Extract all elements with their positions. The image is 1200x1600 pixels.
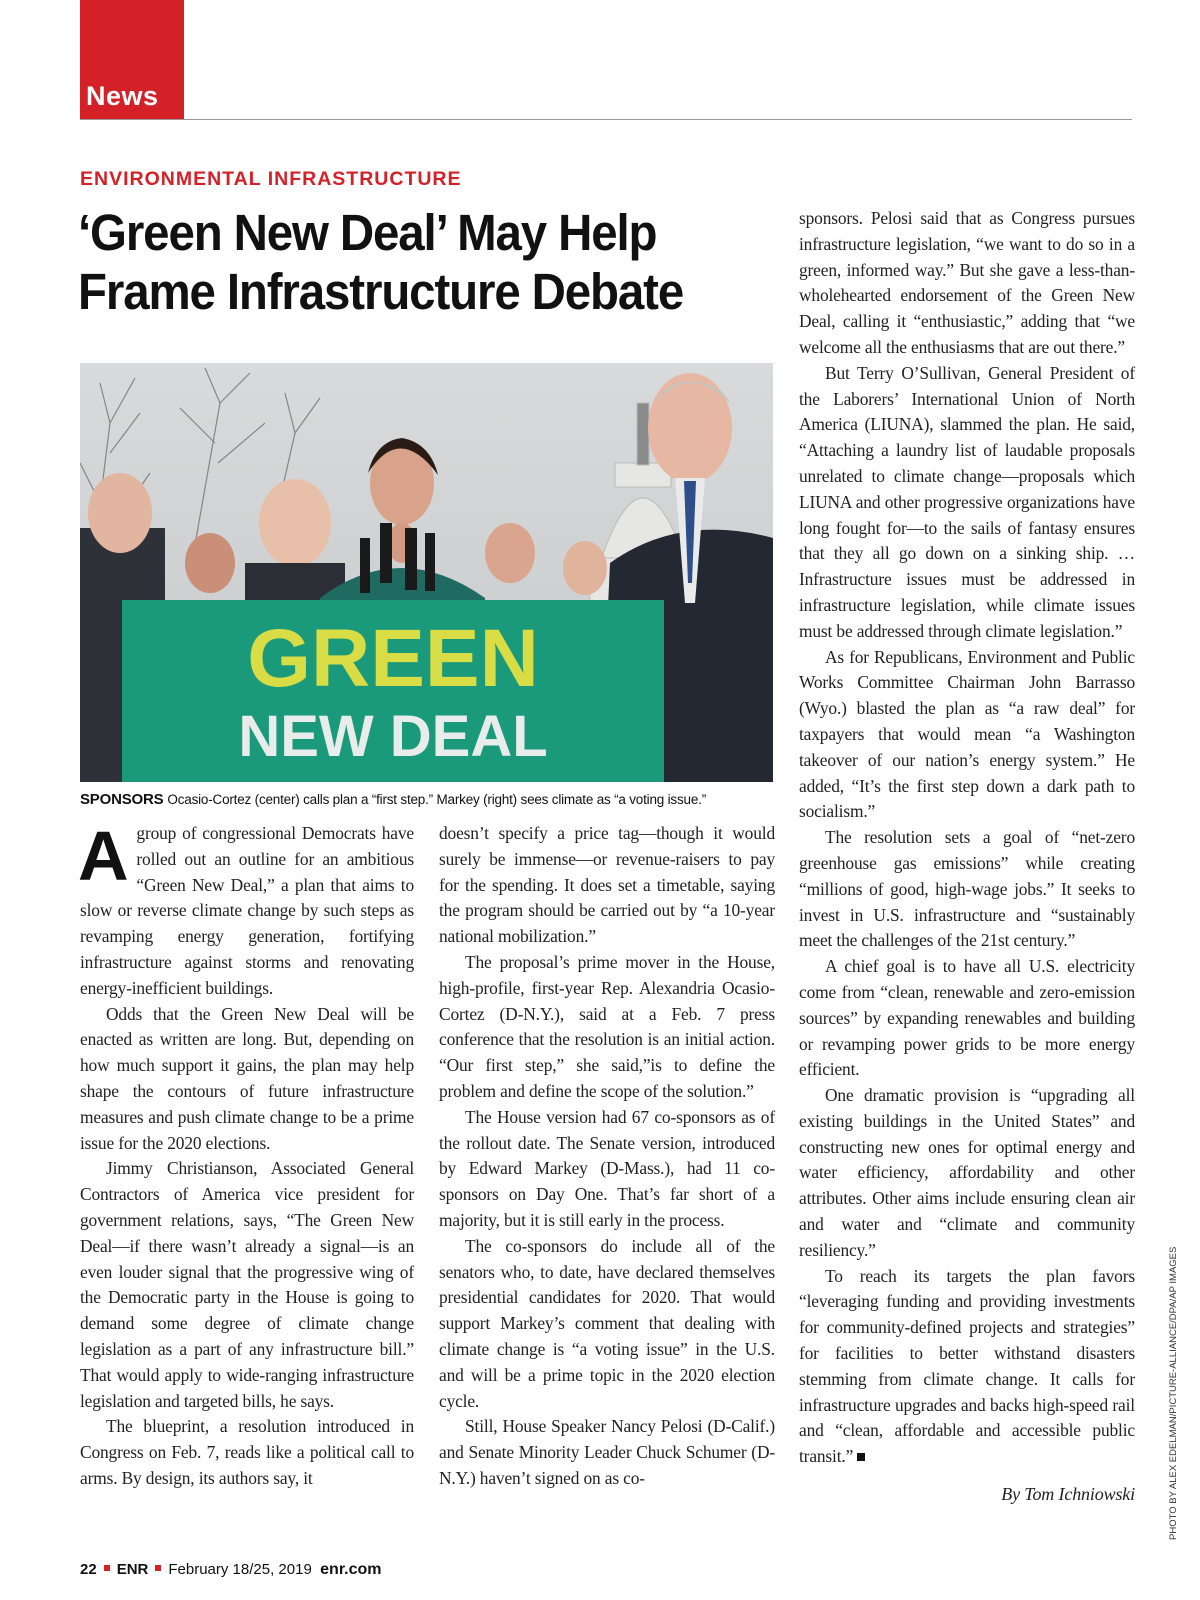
page-footer bbox=[80, 1561, 382, 1579]
article-paragraph: The blueprint, a resolution introduced in Congress on Feb. 7, reads like a political call to arms. By design, its authors say, it bbox=[80, 1416, 414, 1488]
website-link[interactable]: enr.com bbox=[320, 1561, 382, 1578]
article-paragraph: A chief goal is to have all U.S. electricity come from “clean, renewable and zero-emission sources” by expanding renewables and building or revamping power grids to be more energy efficient. bbox=[799, 956, 1135, 1080]
separator-icon bbox=[155, 1565, 161, 1571]
paragraph-text: group of congressional Democrats have rolled out an outline for an ambitious “Green New Deal,” a plan that aims to slow or reverse climate change by such steps as revamping energy generation, fortifying infrastructure against storms and renovating energy-inefficient buildings. bbox=[80, 823, 414, 998]
article-column-3 bbox=[799, 206, 1135, 1508]
photo-credit: PHOTO BY ALEX EDELMAN/PICTURE-ALLIANCE/DPA/AP IMAGES bbox=[1168, 1246, 1179, 1540]
section-kicker: ENVIRONMENTAL INFRASTRUCTURE bbox=[80, 168, 462, 190]
article-paragraph bbox=[799, 1264, 1135, 1470]
photo-caption bbox=[80, 791, 780, 808]
article-paragraph: But Terry O’Sullivan, General President of the Laborers’ International Union of North America (LIUNA), slammed the plan. He said, “Attaching a laundry list of laudable proposals unrelated to climate change—proposals which LIUNA and other progressive organizations have long fought for—to the sails of fantasy ensures that they all go down on a sinking ship. … Infrastructure issues must be addressed in infrastructure legislation, while climate issues must be addressed through climate legislation.” bbox=[799, 362, 1135, 641]
article-paragraph: The resolution sets a goal of “net-zero greenhouse gas emissions” while creating “millions of good, high-wage jobs.” It seeks to invest in U.S. infrastructure and “sustainably meet the challenges of the 21st century.” bbox=[799, 827, 1135, 951]
article-paragraph: sponsors. Pelosi said that as Congress pursues infrastructure legislation, “we want to do so in a green, informed way.” But she gave a less-than-wholehearted endorsement of the Green New Deal, calling it “enthusiastic,” adding that “we welcome all the enthusiasms that are out there.” bbox=[799, 208, 1135, 357]
page-number: 22 bbox=[80, 1561, 97, 1578]
article-headline: ‘Green New Deal’ May Help Frame Infrastructure Debate bbox=[78, 204, 684, 320]
article-paragraph: The House version had 67 co-sponsors as of the rollout date. The Senate version, introduced by Edward Markey (D-Mass.), had 11 co-sponsors on Day One. That’s far short of a majority, but it is still early in the process. bbox=[439, 1106, 775, 1230]
end-mark-icon bbox=[857, 1453, 865, 1461]
article-column-2 bbox=[439, 821, 775, 1492]
article-paragraph: Still, House Speaker Nancy Pelosi (D-Calif.) and Senate Minority Leader Chuck Schumer (D-N.Y.) haven’t signed on as co- bbox=[439, 1416, 775, 1488]
section-tab-label: News bbox=[86, 81, 159, 111]
article-paragraph: The proposal’s prime mover in the House, high-profile, first-year Rep. Alexandria Ocasio-Cortez (D-N.Y.), said at a Feb. 7 press conference that the resolution is an initial action. “Our first step,” she said,”is to define the problem and define the scope of the solution.” bbox=[439, 951, 775, 1101]
sign-line-green: GREEN bbox=[247, 613, 539, 704]
dropcap: A bbox=[78, 817, 129, 895]
article-paragraph: The co-sponsors do include all of the senators who, to date, have declared themselves presidential candidates for 2020. That would support Markey’s comment that dealing with climate change is “a voting issue” in the U.S. and will be a prime topic in the 2020 election cycle. bbox=[439, 1235, 775, 1411]
caption-label: SPONSORS bbox=[80, 791, 164, 808]
caption-text: Ocasio-Cortez (center) calls plan a “first step.” Markey (right) sees climate as “a voting issue.” bbox=[167, 792, 706, 807]
section-tab bbox=[80, 0, 184, 120]
article-paragraph: As for Republicans, Environment and Public Works Committee Chairman John Barrasso (Wyo.) blasted the plan as “a raw deal” for taxpayers that would mean “a Washington takeover of our nation’s energy system.” He added, “It’s the first step down a dark path to socialism.” bbox=[799, 646, 1135, 822]
sign-line-new-deal: NEW DEAL bbox=[238, 704, 548, 769]
article-paragraph: doesn’t specify a price tag—though it would surely be immense—or revenue-raisers to pay for the spending. It does set a timetable, saying the program should be carried out by “a 10-year national mobilization.” bbox=[439, 823, 775, 947]
byline: By Tom Ichniowski bbox=[1001, 1484, 1135, 1505]
article-paragraph: Jimmy Christianson, Associated General Contractors of America vice president for government relations, says, “The Green New Deal—if there wasn’t already a signal—is an even louder signal that the progressive wing of the Democratic party in the House is going to demand some degree of climate change legislation as a part of any infrastructure bill.” That would apply to wide-ranging infrastructure legislation and targeted bills, he says. bbox=[80, 1158, 414, 1411]
paragraph-text: To reach its targets the plan favors “leveraging funding and providing investments for community-defined projects and strategies” for facilities to better withstand disasters stemming from climate change. It calls for infrastructure upgrades and backs high-speed rail and “clean, affordable and accessible public transit.” bbox=[799, 1265, 1135, 1467]
magazine-name: ENR bbox=[116, 1561, 149, 1578]
article-paragraph: Odds that the Green New Deal will be enacted as written are long. But, depending on how much support it gains, the plan may help shape the contours of future infrastructure measures and push climate change to be a prime issue for the 2020 elections. bbox=[80, 1003, 414, 1153]
issue-date: February 18/25, 2019 bbox=[168, 1561, 312, 1578]
top-rule bbox=[80, 119, 1132, 120]
article-paragraph: One dramatic provision is “upgrading all existing buildings in the United States” and constructing new ones for optimal energy and water efficiency, affordability and other attributes. Other aims include ensuring clean air and water and “climate and community resiliency.” bbox=[799, 1085, 1135, 1260]
article-column-1 bbox=[78, 817, 414, 1492]
article-photo bbox=[80, 363, 773, 782]
separator-icon bbox=[104, 1565, 110, 1571]
article-paragraph bbox=[78, 817, 414, 1002]
